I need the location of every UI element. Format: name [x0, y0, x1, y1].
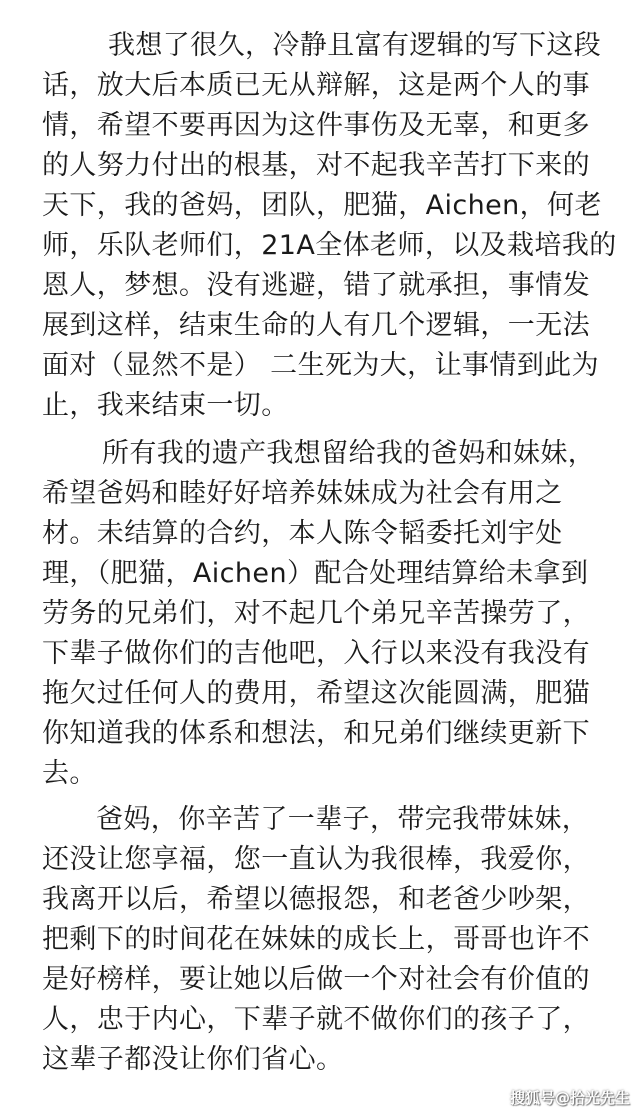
text-line: 话，放大后本质已无从辩解，这是两个人的事: [42, 70, 590, 101]
text-line: 所有我的遗产我想留给我的爸妈和妹妹，: [102, 438, 596, 469]
text-line: 恩人，梦想。没有逃避，错了就承担，事情发: [42, 270, 590, 301]
text-line: 材。未结算的合约，本人陈令韬委托刘宇处: [42, 518, 563, 549]
watermark: 搜狐号@拾光先生: [509, 1089, 630, 1107]
text-line: 我离开以后，希望以德报怨，和老爸少吵架，: [42, 884, 590, 915]
text-line: 的人努力付出的根基，对不起我辛苦打下来的: [42, 150, 590, 181]
text-line: 去。: [42, 758, 97, 789]
text-line: 爸妈，你辛苦了一辈子，带完我带妹妹，: [96, 804, 590, 835]
text-line: 师，乐队老师们，21A全体老师，以及栽培我的: [42, 230, 617, 261]
text-line: 你知道我的体系和想法，和兄弟们继续更新下: [42, 718, 590, 749]
text-line: 是好榜样，要让她以后做一个对社会有价值的: [42, 964, 590, 995]
text-line: 情，希望不要再因为这件事伤及无辜，和更多: [42, 110, 590, 141]
text-line: 人，忠于内心，下辈子就不做你们的孩子了，: [42, 1004, 590, 1035]
text-line: 展到这样，结束生命的人有几个逻辑，一无法: [42, 310, 590, 341]
text-line: 下辈子做你们的吉他吧，入行以来没有我没有: [42, 638, 590, 669]
text-line: 把剩下的时间花在妹妹的成长上，哥哥也许不: [42, 924, 590, 955]
text-line: 这辈子都没让你们省心。: [42, 1044, 344, 1075]
text-line: 拖欠过任何人的费用，希望这次能圆满，肥猫: [42, 678, 590, 709]
text-line: 我想了很久，冷静且富有逻辑的写下这段: [108, 30, 602, 61]
text-line: 希望爸妈和睦好好培养妹妹成为社会有用之: [42, 478, 563, 509]
text-line: 劳务的兄弟们，对不起几个弟兄辛苦操劳了，: [42, 598, 590, 629]
text-line: 理，（肥猫，Aichen）配合处理结算给未拿到: [42, 558, 589, 589]
text-line: 还没让您享福，您一直认为我很棒，我爱你，: [42, 844, 590, 875]
text-line: 止，我来结束一切。: [42, 390, 289, 421]
text-line: 天下，我的爸妈，团队，肥猫，Aichen，何老: [42, 190, 602, 221]
text-line: 面对（显然不是） 二生死为大，让事情到此为: [42, 350, 599, 381]
